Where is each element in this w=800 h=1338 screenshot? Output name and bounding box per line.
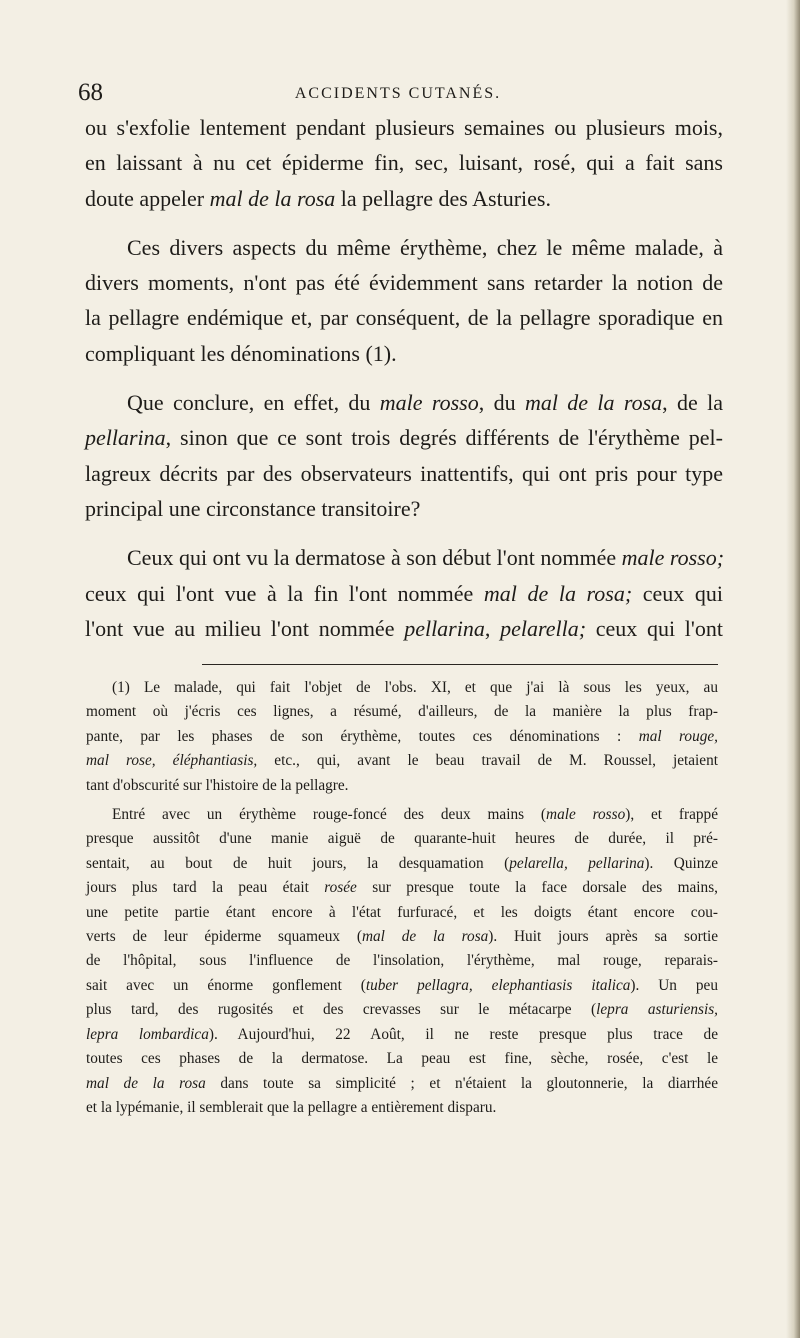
text-run: , du xyxy=(478,390,525,416)
footnotes xyxy=(86,676,718,1120)
text-run: en laissant à nu cet épiderme fin, sec, luisant, rosé, qui a fait sans xyxy=(85,150,723,176)
text-run: lagreux décrits par des observateurs inattentifs, qui ont pris pour type xyxy=(85,460,723,486)
italic-term: male rosso; xyxy=(621,545,725,571)
text-line xyxy=(85,145,723,180)
footnote-line xyxy=(86,852,718,876)
italic-term: mal rouge, xyxy=(638,727,718,745)
text-run: Ceux qui ont vu la dermatose à son début l'ont nommée xyxy=(127,545,622,571)
text-run: Entré avec un érythème rouge-foncé des deux mains ( xyxy=(112,806,547,824)
italic-term: mal de la rosa; xyxy=(483,580,633,606)
text-run: une petite partie étant encore à l'état furfuracé, et les doigts étant encore cou- xyxy=(86,903,718,921)
page-edge-shadow xyxy=(786,0,800,1338)
footnote-line xyxy=(86,1047,718,1071)
italic-term: mal rose, éléphantiasis, xyxy=(86,752,258,770)
text-line xyxy=(85,300,723,335)
paragraph-2 xyxy=(85,230,723,371)
text-line xyxy=(85,540,723,575)
italic-term: tuber pellagra, elephantiasis italica xyxy=(365,976,631,994)
footnote-line xyxy=(86,901,718,925)
text-run: Ces divers aspects du même érythème, chez le même malade, à xyxy=(127,234,723,260)
italic-term: mal de la rosa xyxy=(86,1074,206,1092)
page-number: 68 xyxy=(78,79,103,106)
text-run: Que conclure, en effet, du xyxy=(127,390,380,416)
text-run: ). Aujourd'hui, 22 Août, il ne reste presque plus trace de xyxy=(208,1025,718,1043)
text-run: sait avec un énorme gonflement ( xyxy=(86,976,366,994)
footnote-line xyxy=(86,676,718,700)
paragraph-1 xyxy=(85,110,723,216)
italic-term: mal de la rosa xyxy=(524,390,663,416)
text-run: ou s'exfolie lentement pendant plusieurs semaines ou plusieurs mois, xyxy=(85,115,723,140)
footnote-1 xyxy=(86,676,718,798)
text-run: , de la xyxy=(662,390,723,416)
text-run: ceux qui xyxy=(632,580,723,606)
italic-term: pelarella, pellarina xyxy=(509,854,645,872)
footnote-line xyxy=(86,1023,718,1047)
footnote-1-continued xyxy=(86,803,718,1120)
footnote-line xyxy=(86,949,718,973)
text-run: plus tard, des rugosités et des crevasses sur le métacarpe ( xyxy=(86,1001,597,1019)
text-run: verts de leur épiderme squameux ( xyxy=(86,928,362,946)
text-run: toutes ces phases de la dermatose. La peau est fine, sèche, rosée, c'est le xyxy=(86,1050,718,1068)
text-line xyxy=(85,491,723,526)
text-line xyxy=(85,230,723,265)
paragraph-4 xyxy=(85,540,723,646)
footnote-line xyxy=(86,725,718,749)
italic-term: mal de la rosa xyxy=(209,185,336,211)
text-run: divers moments, n'ont pas été évidemment sans retarder la notion de xyxy=(85,270,723,296)
text-run: etc., qui, avant le beau travail de M. Roussel, jetaient xyxy=(257,752,718,770)
footnote-line xyxy=(86,1096,718,1120)
footnote-line xyxy=(86,774,718,798)
text-run: dans toute sa simplicité ; et n'étaient la gloutonnerie, la diarrhée xyxy=(205,1074,719,1092)
text-run: presque aussitôt d'une manie aiguë de quarante-huit heures de durée, il pré- xyxy=(86,830,718,848)
footnote-line xyxy=(86,700,718,724)
text-run: ), et frappé xyxy=(625,806,718,824)
text-run: , sinon que ce sont trois degrés différents de l'érythème pel- xyxy=(165,425,723,451)
text-run: la pellagre endémique et, par conséquent, de la pellagre sporadique en xyxy=(85,305,723,331)
text-run: et la lypémanie, il semblerait que la pellagre a entièrement disparu. xyxy=(86,1098,497,1116)
text-run: sentait, au bout de huit jours, la desquamation ( xyxy=(86,854,510,872)
text-run: ceux qui l'ont xyxy=(586,615,723,641)
italic-term: rosée xyxy=(324,879,357,897)
text-line xyxy=(85,265,723,300)
italic-term: male rosso xyxy=(546,806,626,824)
text-run: ). Un peu xyxy=(630,976,718,994)
footnote-line xyxy=(86,925,718,949)
italic-term: pelarella; xyxy=(500,615,587,641)
text-line xyxy=(85,336,723,371)
text-line xyxy=(85,456,723,491)
text-run: ). Quinze xyxy=(644,854,718,872)
text-run: sur presque toute la face dorsale des mains, xyxy=(356,879,718,897)
text-run: la pellagre des Asturies. xyxy=(335,185,551,211)
text-line xyxy=(85,420,723,455)
running-head xyxy=(78,78,718,108)
footnote-line xyxy=(86,1072,718,1096)
footnote-rule xyxy=(202,664,718,665)
footnote-line xyxy=(86,974,718,998)
italic-term: male rosso xyxy=(379,390,479,416)
footnote-line xyxy=(86,749,718,773)
text-line xyxy=(85,611,723,646)
italic-term: lepra asturiensis, xyxy=(596,1001,718,1019)
italic-term: lepra lombardica xyxy=(86,1025,209,1043)
text-run: jours plus tard la peau était xyxy=(86,879,325,897)
footnote-line xyxy=(86,998,718,1022)
italic-term: pellarina xyxy=(85,425,166,451)
text-line xyxy=(85,181,723,216)
text-line xyxy=(85,110,723,145)
text-run: pante, par les phases de son érythème, toutes ces dénominations : xyxy=(86,727,639,745)
text-run: moment où j'écris ces lignes, a résumé, d'ailleurs, de la manière la plus frap- xyxy=(86,703,718,721)
text-run: compliquant les dénominations (1). xyxy=(85,340,397,366)
italic-term: mal de la rosa xyxy=(361,928,489,946)
text-run: , xyxy=(484,615,501,641)
paragraph-3 xyxy=(85,385,723,526)
text-line xyxy=(85,576,723,611)
italic-term: pellarina xyxy=(404,615,485,641)
text-run: tant d'obscurité sur l'histoire de la pellagre. xyxy=(86,776,349,794)
text-line xyxy=(85,385,723,420)
running-title: ACCIDENTS CUTANÉS. xyxy=(294,85,502,102)
footnote-line xyxy=(86,827,718,851)
body-text xyxy=(85,110,723,646)
text-run: l'ont vue au milieu l'ont nommée xyxy=(85,615,405,641)
text-run: principal une circonstance transitoire? xyxy=(85,495,421,521)
text-run: ). Huit jours après sa sortie xyxy=(488,928,718,946)
text-run: (1) Le malade, qui fait l'objet de l'obs. XI, et que j'ai là sous les yeux, au xyxy=(112,679,718,696)
footnote-line xyxy=(86,803,718,827)
text-run: doute appeler xyxy=(85,185,210,211)
text-run: ceux qui l'ont vue à la fin l'ont nommée xyxy=(85,580,484,606)
text-run: de l'hôpital, sous l'influence de l'insolation, l'érythème, mal rouge, reparais- xyxy=(86,952,718,970)
footnote-line xyxy=(86,876,718,900)
